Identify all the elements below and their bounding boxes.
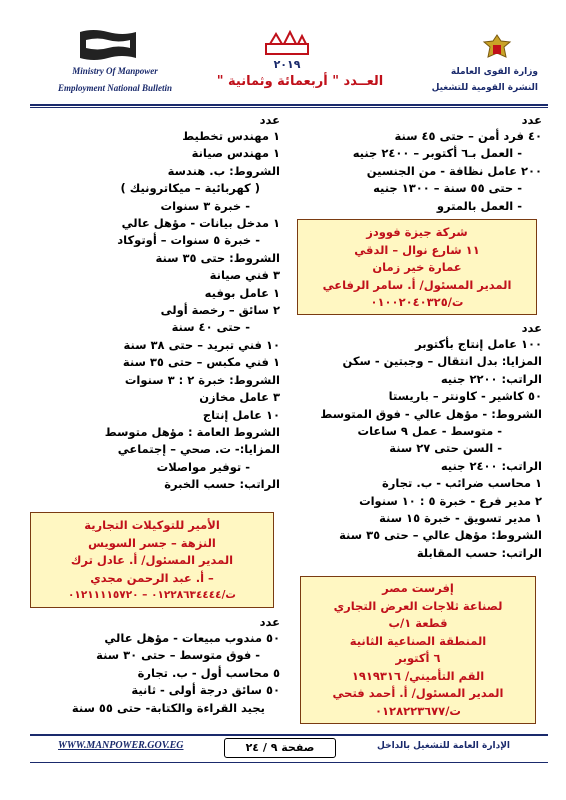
list-item: ١٠ عامل إنتاج: [202, 407, 280, 422]
list-item: - خبرة ٥ سنوات – أوتوكاد: [117, 233, 260, 248]
company-phone: ت/٠١٢٢٨٦٣٤٤٤٤ – ٠١٢١١١١٥٧٢٠: [68, 589, 236, 601]
list-item: - فوق متوسط – حتى ٣٠ سنة: [96, 648, 260, 663]
eagle-emblem-icon: [482, 33, 512, 65]
company-manager-2: – أ. عبد الرحمن مجدي: [90, 570, 214, 585]
right-count-header: عدد: [521, 113, 542, 127]
page-number-badge: صفحة ٩ / ٢٤: [224, 738, 336, 758]
list-item: ١ مهندس صيانة: [191, 146, 280, 161]
list-item: الراتب: ٢٤٠٠ جنيه: [440, 458, 542, 473]
list-item: ١ عامل بوفيه: [204, 285, 280, 300]
company-address: ١١ شارع نوال – الدقي: [354, 242, 480, 257]
ministry-name-en: Ministry Of Manpower: [72, 66, 158, 76]
left-count-header: عدد: [259, 113, 280, 127]
company-box-alamir: [30, 512, 274, 608]
list-item: - حتى ٤٠ سنة: [171, 320, 250, 335]
list-item: ٥ محاسب أول - ب. تجارة: [137, 665, 280, 680]
company-manager: المدير المسئول/ أ. سامر الرفاعي: [322, 277, 512, 292]
company-phone: ت/٠١٢٨٢٢٣٦٧٧: [375, 703, 461, 718]
right-count-header-2: عدد: [521, 321, 542, 335]
list-item: الشروط: خبرة ٢ : ٣ سنوات: [124, 372, 280, 387]
issue-year: ٢٠١٩: [273, 58, 301, 71]
list-item: - العمل بالمترو: [436, 198, 522, 213]
list-item: - السن حتى ٢٧ سنة: [389, 441, 502, 456]
list-item: ٥٠ سائق درجة أولى - ثانية: [131, 683, 280, 698]
list-item: الشروط: مؤهل عالي – حتى ٣٥ سنة: [339, 528, 542, 543]
company-building: عمارة خير زمان: [372, 260, 462, 274]
footer-org: الإدارة العامة للتشغيل بالداخل: [377, 741, 510, 751]
company-city: ٦ أكتوبر: [395, 651, 441, 665]
header-divider-thin: [30, 107, 548, 108]
company-manager: المدير المسئول/ أ. أحمد فتحي: [332, 686, 504, 700]
company-box-giza-foods: [297, 219, 537, 315]
company-manager: المدير المسئول/ أ. عادل ترك: [70, 553, 234, 567]
company-phone: ت/٠١٠٠٢٠٤٠٣٢٥: [370, 295, 464, 309]
list-item: - حتى ٥٥ سنة – ١٣٠٠ جنيه: [373, 181, 522, 196]
list-item: ١٠ فني تبريد – حتى ٣٨ سنة: [123, 337, 280, 352]
list-item: ١ فني مكبس – حتى ٣٥ سنة: [122, 355, 280, 370]
right-job-list-2: [295, 336, 542, 562]
list-item: ٢٠٠ عامل نظافة - من الجنسين: [366, 163, 542, 178]
list-item: - العمل بـ٦ أكتوبر – ٢٤٠٠ جنيه: [352, 146, 522, 161]
company-activity: لصناعة ثلاجات العرض التجاري: [333, 598, 503, 613]
list-item: الشروط: - مؤهل عالي - فوق المتوسط: [320, 406, 542, 421]
list-item: ( كهربائية – ميكاترونيك ): [120, 181, 260, 196]
list-item: الشروط: ب. هندسة: [167, 163, 280, 178]
left-job-list: [30, 128, 280, 494]
bulletin-name-ar: النشرة القومية للتشغيل: [431, 83, 538, 93]
list-item: ٢ سائق – رخصة أولى: [160, 303, 280, 318]
list-item: - توفير مواصلات: [156, 459, 250, 474]
list-item: الراتب: حسب الخبرة: [164, 477, 280, 492]
ministry-name-ar: وزارة القوى العاملة: [450, 67, 538, 77]
company-box-everest-egypt: [300, 576, 536, 724]
right-job-list: [295, 128, 542, 215]
flag-logo-icon: [78, 28, 138, 62]
bulletin-logo-icon: [262, 30, 312, 58]
list-item: ٥٠ مندوب مبيعات - مؤهل عالي: [104, 631, 280, 645]
list-item: المزايا:- ت. صحي – إجتماعي: [117, 442, 280, 457]
footer-divider-thin: [30, 762, 548, 763]
list-item: الراتب: حسب المقابلة: [416, 545, 542, 560]
list-item: ١ مدخل بيانات - مؤهل عالي: [121, 216, 280, 231]
list-item: ١ مدير تسويق - خبرة ١٥ سنة: [379, 511, 542, 526]
company-name: الأمير للتوكيلات التجارية: [84, 518, 220, 532]
list-item: الشروط العامة : مؤهل متوسط: [104, 424, 280, 439]
list-item: ٢ مدير فرع - خبرة ٥ : ١٠ سنوات: [359, 493, 542, 508]
bulletin-name-en: Employment National Bulletin: [57, 83, 173, 93]
header-divider: [30, 104, 548, 106]
company-name: شركة جيزة فوودز: [366, 225, 468, 239]
list-item: يجيد القراءة والكتابة- حتى ٥٥ سنة: [71, 700, 265, 715]
company-zone: المنطقة الصناعية الثانية: [349, 633, 487, 648]
list-item: الشروط: حتى ٣٥ سنة: [155, 250, 280, 265]
website-link[interactable]: WWW.MANPOWER.GOV.EG: [58, 740, 184, 751]
list-item: ١ محاسب ضرائب - ب. تجارة: [382, 476, 542, 491]
company-plot: قطعة ١/ب: [388, 616, 448, 630]
list-item: الراتب: ٢٢٠٠ جنيه: [440, 371, 542, 386]
company-name: إفرست مصر: [382, 581, 454, 595]
list-item: ٥٠ كاشير - كاونتر – باريستا: [388, 389, 542, 404]
issue-number: العــدد " أربعمائة وثمانية ": [216, 74, 384, 89]
left-count-header-2: عدد: [259, 615, 280, 629]
list-item: ٣ عامل مخازن: [199, 390, 280, 405]
footer-divider: [30, 734, 548, 736]
list-item: المزايا: بدل انتقال – وجبتين - سكن: [342, 354, 542, 369]
list-item: - متوسط - عمل ٩ ساعات: [357, 424, 502, 439]
left-job-list-2: [30, 630, 280, 717]
company-insurance-no: القم التأميني/ ١٩١٩٣١٦: [351, 668, 485, 683]
list-item: ٤٠ فرد أمن – حتى ٤٥ سنة: [394, 129, 542, 143]
list-item: ٣ فني صيانة: [209, 268, 280, 283]
list-item: ١ مهندس تخطيط: [182, 129, 280, 143]
company-address: النزهة – جسر السويس: [88, 535, 216, 550]
list-item: ١٠٠ عامل إنتاج بأكتوبر: [415, 337, 542, 351]
list-item: - خبرة ٣ سنوات: [160, 198, 250, 213]
